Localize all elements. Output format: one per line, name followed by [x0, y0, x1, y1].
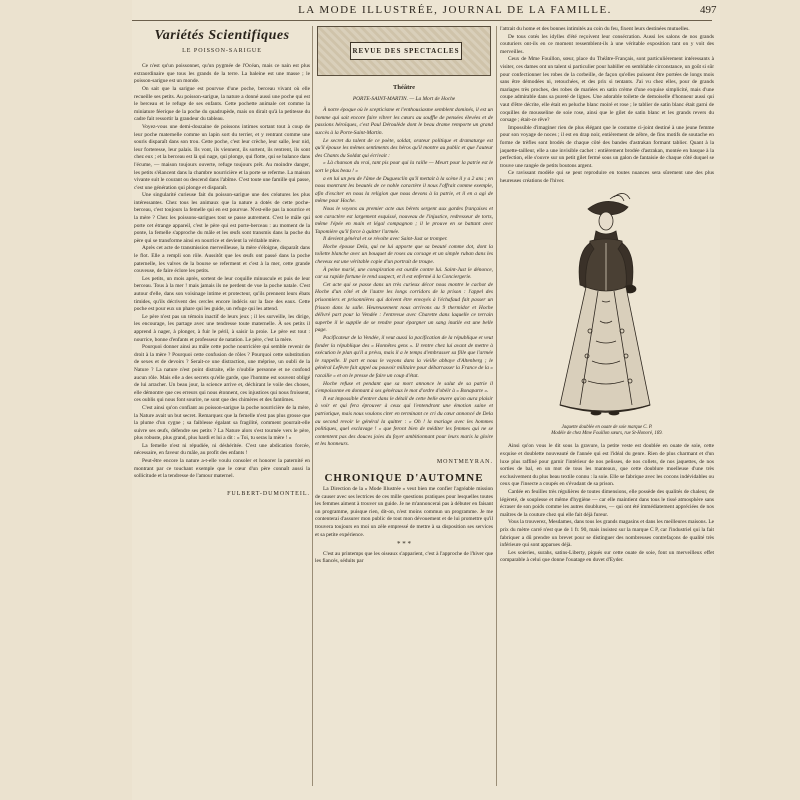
author-signature: FULBERT-DUMONTEIL.	[227, 490, 310, 497]
paragraph: Hoche refuse et pendant que sa mort annonce le salut de sa patrie il s'empoisonne en donnant à ses généraux le mot d'ordre d'obéir à « Bonaparte ».	[315, 380, 493, 395]
theatre-subheading: PORTE-SAINT-MARTIN. — La Mort de Hoche	[352, 95, 456, 102]
paragraph: Cardée en feuilles très régulières de toutes dimensions, elle possède des qualités de chaleur, de légèreté, de souplesse et même d'hygiène — car elle maintient dans tous le tissé atmosphère sans écraser de son poids comme les autres doublures, — qui ont été immédiatement appréciées de nos maîtres de la couture chez qui elle fait déjà fureur.	[500, 489, 714, 518]
woman-in-jacket-illustration	[510, 191, 704, 421]
paragraph: Il devient général et se révolte avec Saint-Just se tromper.	[323, 236, 448, 243]
section-title-varietes: Variétés Scientifiques	[154, 28, 290, 43]
fashion-engraving	[510, 191, 704, 421]
paragraph: a en lui un peu de l'âme de Duguesclin qu'il mettait à la scène il y a 2 ans ; en nous montrant les beautés de ce noble caractère il nous l'offrait comme exemple, afin d'exciter en nous la religion que nous devons à la patrie, et il en a agi de même pour Hoche.	[315, 175, 493, 205]
paragraph: Nous le voyons au premier acte aux bérets sergent aux gardes françaises et son caractère est largement esquissé, nouveau de l'injustice, redresseur de torts, même l'épée en main et légal compagnon ; il le prouve en se battant avec Tapomière qu'il force à quitter l'armée.	[315, 205, 493, 235]
section-subtitle: LE POISSON-SARIGUE	[182, 47, 262, 54]
paragraph: Cet acte qui se passe dans un très curieux décor nous montre le cachot de Hoche d'un côté et de l'autre les longs corridors de la prison : l'appel des prisonniers et prisonnières qui doivent être envoyés à l'échafaud fait passer un frisson dans la salle. Heureusement nous arrivons au 9 thermidor et Hoche délivré part pour la Vendée : l'entrevue avec Charette dans laquelle ce terrain superbe il le supplie de se rendre pour épargner un sang inutile est une belle page.	[315, 281, 493, 334]
author-signature: MONTMEYRAN.	[436, 458, 493, 465]
caption-line: Jaquette doublée en ouate de soie marque C. P.	[561, 425, 653, 431]
paragraph: Une singularité curieuse fait du poisson-sarigue une des créatures les plus intéressantes. Chez tous les animaux que la nature a dotés de cette poche-berceau, c'est toujours la femelle qui en est pourvue. N'est-elle pas la nourrice et la mère ? Chez les poissons-sarigues tout se passe autrement. C'est le mâle qui porte cet étrange appareil, c'est le père qui est porte-berceau : au moment de la ponte, la femelle s'approche du mâle et les œufs sont transmis dans la poche du père qui se transforme ainsi en nourrice et devient la véritable mère.	[134, 192, 310, 244]
page-number: 497	[700, 4, 717, 16]
column-divider-2	[496, 26, 497, 786]
quote: « Là chanson du vrai, tant pis pour qui la raille — Meurt pour la patrie est le sort le plus beau ! »	[315, 160, 493, 174]
chronique-title: CHRONIQUE D'AUTOMNE	[324, 471, 484, 484]
paragraph: Pourquoi donner ainsi au mâle cette poche nourricière qui semble revenir de droit à la mère ? Pourquoi cette confusion de rôles ? Pourquoi cette substitution de sexes et de devoirs ? Serait-ce une distraction, une méprise, un oubli de la Nature ? La nature n'est point distraite, elle n'oublie personne et ne confond aucun rôle. Mais elle a des secrets qu'elle garde, que l'homme est souvent obligé de lui arracher. Un beau jour, la science arrive et, déchirant le voile des choses, elle démontre que ces erreurs qui nous étonnent, ces injustices qui nous froissent, ces oublis qui nous font sourire, ne sont que des chimères et des fantômes.	[134, 344, 310, 404]
paragraph: Après cet acte de transmission merveilleuse, la mère s'éloigne, disparaît dans le flot. Elle a rempli son rôle. Aussitôt que les œufs ont passé dans la poche paternelle, les valves de la bourse se referment et c'est à la mer, cette grande couveuse, de faire éclore les petits.	[134, 245, 310, 275]
banner-label: REVUE DES SPECTACLES	[350, 42, 462, 60]
paragraph: Il est impossible d'entrer dans le détail de cette belle œuvre qu'on aura plaisir à voir et qui fera éprouver à ceux qui l'entendront une émotion saine et patriotique, mais nous voulons citer en terminant ce cri du cœur annoncé de Dela au second revoir le général la quitter : « Oh ! la mariage avec les hommes politiques, quel esclavage ! » que feront bien de méditer les femmes qui ne se contentent pas des douces joies du foyer ambitionnant pour leurs maris la gloire et les honneurs.	[315, 395, 493, 448]
illustration-caption	[500, 425, 714, 437]
previous-page-margin	[0, 0, 132, 800]
paragraph: De tous cotés les idylles d'été reçoivent leur consécration. Aussi les salons de nos grands couturiers ont-ils en ce moment ressemblent-ils à une véritable exposition tant on y voit des merveilles.	[500, 33, 714, 55]
running-title: LA MODE ILLUSTRÉE, JOURNAL DE LA FAMILLE.	[298, 4, 612, 16]
column-divider-1	[312, 26, 313, 786]
paragraph: Pacificateur de la Vendée, il veut aussi la pacification de la république et veut fonder la république des « Honnêtes gens ». Il rentre chez lui avant de mettre à exécution le plan qu'il a prévu, mais il a le temps d'embrasser sa fille que l'armée le rappelle. Il part et nous le voyons dans la vieille abbaye d'Altenberg ; le général Lefèvre fait appel au pouvoir militaire pour débarrasser la France de la « racaille » et on le presse de faire un coup d'état.	[315, 335, 493, 379]
paragraph: Hoche épouse Dela, qui ne lui apporte que sa beauté comme dot, dont la toilette blanche avec un bouquet de roses au corsage et un simple ruban dans les cheveux est une véritable copie d'un portrait de troupe.	[315, 243, 493, 266]
paragraph: l'attrait du home et des bonnes intimités au coin du feu, fixent leurs destinées mutuelles.	[500, 26, 690, 32]
section-stars: * * *	[397, 540, 411, 549]
header-rule	[132, 20, 712, 21]
theatre-heading: Théâtre	[393, 84, 415, 91]
paragraph: Peut-être encore la nature a-t-elle voulu consoler et honorer la paternité en montrant par ce touchant exemple que le cœur d'un père connaît aussi la sollicitude et la tendresse de l'amour maternel.	[134, 458, 310, 480]
paragraph: À peine marié, une conspiration est ourdie contre lui. Saint-Just le dénonce, car sa rapide fortune le rend suspect, et il est enfermé à la Conciergerie.	[315, 266, 493, 281]
spectacles-banner	[317, 26, 491, 76]
paragraph: Ce n'est qu'un poissonnet, qu'un pygmée de l'Océan, mais ce nain est plus extraordinaire que tous les grands de la terre. La baleine est une masse ; le poisson-sarigue est un monde.	[134, 63, 310, 85]
paragraph: Les soieries, surahs, satins-Liberty, piqués sur cette ouate de soie, font un merveilleux effet comparable à celui que donne l'ouatage en duvet d'Eyder.	[500, 549, 714, 564]
paragraph: C'est au printemps que les oiseaux s'apparient, c'est à l'approche de l'hiver que les fiancés, séduits par	[315, 550, 493, 565]
column-varietes	[134, 26, 310, 786]
paragraph: Impossible d'imaginer rien de plus élégant que le costume ci-joint destiné à une jeune femme pour son voyage de noces ; il est en drap noir, entièrement de zébre, de fins motifs de soutache en forme de trèfles sont brodés de chaque côté des bandes d'astrakan formant tablier. Quant à la jaquette-tailleur, elle a une invisible cachet : entièrement brodée d'astrakan, montée en basque à la perfection, elle s'ouvre sur un petit gilet fermé sous un galon de fantaisie de chaque côté duquel se trouve une rangée de petits boutons argent.	[500, 124, 714, 169]
paragraph: Voyez-vous une demi-douzaine de poissons intimes sortant tout à coup de leur poche maternelle comme un lapin sort du terrier, et y rentrant comme une souris disparaît dans son trou. Cette poche, c'est leur crèche, leur salle, leur nid, leur forteresse, leur palais. Ils vont, ils viennent, ils sortent, ils rentrent, ils sont chez eux ; et la berceau est là qui nage, qui plonge, qui flotte, qui se balance dans l'écume, — maison toujours ouverte, refuge toujours prêt. Au moindre danger, les petits s'élancent dans la chambre nourricière et la porte se referme. La maison vivante suit le courant ou descend dans l'abîme. C'est toute une famille qui passe, c'est une génération qui plonge et disparaît.	[134, 123, 310, 191]
paragraph: Ceux de Mme Fouillon, sœur, place du Théâtre-Français, sont particulièrement intéressants à visiter, ces dames ont un talent si particulier pour habiller en semblable circonstance, un goût si sûr pour confectionner les robes de la corbeille, de façon qu'elles puissent être portées de longs mois sans être démodées ni, retouchées, et des prix si tentants. J'ai vu chez elles, pour de grands mariages très proches, des robes de mariées en satin crème d'une exquise simplicité, mais d'une coupe admirable dans sa pureté de lignes. Une adorable toilette de demoiselle d'honneur aussi qui vaut d'être décrite, elle était en peluche blanc moiré et rose ; le tablier de satin blanc était garni de coquilles de mousseline de soie rose, ainsi que le gilet de satin blanc et les grands revers du corsage ; était-ce rêve?	[500, 56, 714, 124]
paragraph: Ainsi qu'on vous le dit sous la gravure, la petite veste est doublée en ouate de soie, cette exquise et doublette nouveauté de l'année qui est l'idéal du genre. Rien de plus charmant et d'un luxe plus raffiné pour garnir l'intérieur de nos pelisses, de nos collets, de nos jaquettes, de nos sorties de bal, en un mot de tous les manteaux, que cette doublure moelleuse d'une très exclusivement du plus beau textile connu : la soie. Elle se fabrique avec les cocons indévidables ou ceux que l'insecte a coupés en s'évadant de sa prison.	[500, 443, 714, 488]
right-margin	[720, 0, 800, 800]
column-spectacles	[315, 26, 493, 786]
paragraph: On sait que la sarigue est pourvue d'une poche, berceau vivant où elle recueille ses petits. Au poisson-sarigue, la nature a donné aussi une poche qui est le berceau et le refuge de ses enfants. Cette pochette animale cet comme la miniature féerique de la poche du quadrupède, mais on dirait qu'à la petitesse du cadre fait ressortir la grandeur du tableau.	[134, 85, 310, 123]
paragraph: La Direction de la « Mode Illustrée » veut bien me confier l'agréable mission de causer avec ses lectrices de ces mille questions pratiques pour lesquelles toutes les femmes aiment à trouver un guide. Je ne m'annoncerai pas à débuter en faisant un programme, puisque rien, dit-on, n'est moins commun un programme. Je me contenterai d'assurer mon public de tout mon dévouement et de lui promettre qu'il trouvera toujours en moi un zèle empressé de mettre à sa disposition ses services et sa petite expérience.	[315, 486, 493, 538]
column-chronique-continued	[500, 26, 714, 786]
paragraph: Le secret du talent de ce poète, soldat, orateur politique et dramaturge est qu'il épouse les mêmes sentiments des héros qu'il montre au public et que l'auteur des Chants du Soldat qui écrivait :	[315, 137, 493, 159]
paragraph: Ce ravissant modèle qui se peut reproduire en toutes nuances sera sûrement une des plus heureuses créations de l'hiver.	[500, 170, 714, 184]
paragraph: Les petits, un mois après, sortent de leur coquille minuscule et puis de leur berceau. Tous à la mer ! mais jamais ils ne perdent de vue la poche natale. C'est autour d'elle, dans son voisinage intime et protecteur, qu'ils prennent leurs ébats timides, qu'ils décrivent des cercles encore indécis sur la face des eaux. Cette poche est pour eux un phare qui les guide, un refuge qui les attend.	[134, 275, 310, 313]
paragraph: Le père n'est pas un témoin inactif de leurs jeux ; il les surveille, les dirige, les encourage, les partage avec une tendresse toute maternelle. À ses petits il apprend à nager, à plonger, à fuir le péril, à saisir la proie. Le père est tout : nourrice, bonne d'enfants et professeur de natation. Le père, c'est la mère.	[134, 313, 310, 343]
paragraph: À notre époque où le scepticisme et l'enthousiasme semblent dominés, il est un homme qui sait encore faire vibrer les cœurs au souffle de pensées élevées et de passions héroïques, c'est Paul Déroulède dont le beau drame remporte un grand succès à la Porte-Saint-Martin.	[315, 107, 493, 136]
paragraph: C'est ainsi qu'on confiant au poisson-sarigue la poche nourricière de la mère, la Nature avait un but secret. Remarquez que la femelle n'est pas plus grosse que la plume d'un cygne ; sa faiblesse égalant sa fragilité, comment pourrait-elle suivre ses œufs, défendre ses petits ? La Nature alors s'est tournée vers le père, plus robuste, plus grand, plus hardi et lui a dit : « Toi, tu seras la mère ! »	[134, 404, 310, 442]
paragraph: Vous la trouverez, Mesdames, dans tous les grands magasins et dans les meilleures maisons. Le prix du mètre carré n'est que de 1 fr. 90, mais insistez sur la marque C P, car l'industriel qui la fait fabriquer a dû prendre un brevet pour se distinguer des nombreuses contrefaçons de qualité très inférieure qui sont apparues déjà.	[500, 519, 714, 549]
paragraph: La femelle n'est ni répudiée, ni déshéritée. C'est une abdication forcée, nécessaire, en faveur du mâle, au profit des enfants !	[134, 442, 310, 457]
caption-line: Modèle de chez Mme Fouillon sœurs, rue St-Honoré, 169.	[551, 431, 663, 437]
